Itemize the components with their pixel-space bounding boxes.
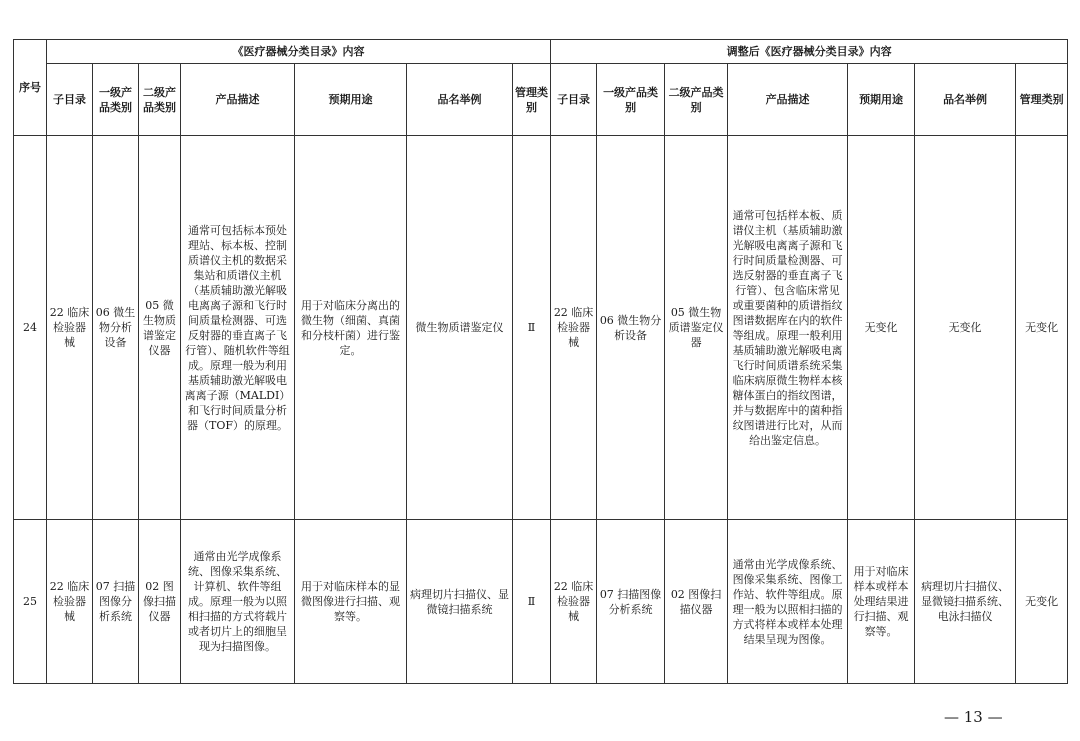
col-header-desc: 产品描述 bbox=[181, 64, 295, 136]
header-row-2 bbox=[14, 64, 1068, 136]
cat2-cell: 02 图像扫描仪器 bbox=[139, 520, 181, 684]
classification-table bbox=[13, 39, 1068, 684]
adj-class-cell: 无变化 bbox=[1016, 520, 1068, 684]
col-header-cat2: 二级产品类别 bbox=[139, 64, 181, 136]
seq-cell: 25 bbox=[14, 520, 47, 684]
adj-desc-cell: 通常由光学成像系统、图像采集系统、图像工作站、软件等组成。原理一般为以照相扫描的方式将样本或样本处理结果呈现为图像。 bbox=[728, 520, 848, 684]
original-group-header: 《医疗器械分类目录》内容 bbox=[47, 40, 551, 64]
adj-cat1-cell: 07 扫描图像分析系统 bbox=[597, 520, 665, 684]
col-header-example: 品名举例 bbox=[407, 64, 513, 136]
col-header-adj-sub: 子目录 bbox=[551, 64, 597, 136]
adj-desc-cell: 通常可包括样本板、质谱仪主机（基质辅助激光解吸电离离子源和飞行时间质量检测器、可选反射器的垂直离子飞行管）、包含临床常见或重要菌种的质谱指纹图谱数据库在内的软件等组成。原理一般利用基质辅助激光解吸电离飞行时间质谱系统采集临床病原微生物样本核糖体蛋白的指纹图谱，并与数据库中的菌种指纹图谱进行比对，从而给出鉴定信息。 bbox=[728, 136, 848, 520]
cat1-cell: 07 扫描图像分析系统 bbox=[93, 520, 139, 684]
col-header-adj-class: 管理类别 bbox=[1016, 64, 1068, 136]
class-cell: Ⅱ bbox=[513, 136, 551, 520]
col-header-adj-use: 预期用途 bbox=[848, 64, 915, 136]
example-cell: 病理切片扫描仪、显微镜扫描系统 bbox=[407, 520, 513, 684]
col-header-class: 管理类别 bbox=[513, 64, 551, 136]
use-cell: 用于对临床样本的显微图像进行扫描、观察等。 bbox=[295, 520, 407, 684]
adj-use-cell: 无变化 bbox=[848, 136, 915, 520]
adj-use-cell: 用于对临床样本或样本处理结果进行扫描、观察等。 bbox=[848, 520, 915, 684]
adjusted-group-header: 调整后《医疗器械分类目录》内容 bbox=[551, 40, 1068, 64]
seq-cell: 24 bbox=[14, 136, 47, 520]
col-header-adj-cat1: 一级产品类别 bbox=[597, 64, 665, 136]
sub-cell: 22 临床检验器械 bbox=[47, 136, 93, 520]
sub-cell: 22 临床检验器械 bbox=[47, 520, 93, 684]
adj-sub-cell: 22 临床检验器械 bbox=[551, 520, 597, 684]
use-cell: 用于对临床分离出的微生物（细菌、真菌和分枝杆菌）进行鉴定。 bbox=[295, 136, 407, 520]
adj-class-cell: 无变化 bbox=[1016, 136, 1068, 520]
header-row-1 bbox=[14, 40, 1068, 64]
col-header-use: 预期用途 bbox=[295, 64, 407, 136]
seq-header: 序号 bbox=[14, 40, 47, 136]
class-cell: Ⅱ bbox=[513, 520, 551, 684]
desc-cell: 通常可包括标本预处理站、标本板、控制质谱仪主机的数据采集站和质谱仪主机（基质辅助激光解吸电离离子源和飞行时间质量检测器、可选反射器的垂直离子飞行管）、随机软件等组成。原理一般为利用基质辅助激光解吸电离离子源（MALDI）和飞行时间质量分析器（TOF）的原理。 bbox=[181, 136, 295, 520]
table-row bbox=[14, 520, 1068, 684]
adj-example-cell: 无变化 bbox=[915, 136, 1016, 520]
example-cell: 微生物质谱鉴定仪 bbox=[407, 136, 513, 520]
page-number: — 13 — bbox=[944, 708, 1003, 726]
adj-sub-cell: 22 临床检验器械 bbox=[551, 136, 597, 520]
col-header-adj-desc: 产品描述 bbox=[728, 64, 848, 136]
col-header-cat1: 一级产品类别 bbox=[93, 64, 139, 136]
adj-example-cell: 病理切片扫描仪、显微镜扫描系统、电泳扫描仪 bbox=[915, 520, 1016, 684]
col-header-adj-example: 品名举例 bbox=[915, 64, 1016, 136]
desc-cell: 通常由光学成像系统、图像采集系统、计算机、软件等组成。原理一般为以照相扫描的方式将载片或者切片上的细胞呈现为扫描图像。 bbox=[181, 520, 295, 684]
cat1-cell: 06 微生物分析设备 bbox=[93, 136, 139, 520]
adj-cat2-cell: 02 图像扫描仪器 bbox=[665, 520, 728, 684]
adj-cat2-cell: 05 微生物质谱鉴定仪器 bbox=[665, 136, 728, 520]
col-header-adj-cat2: 二级产品类别 bbox=[665, 64, 728, 136]
cat2-cell: 05 微生物质谱鉴定仪器 bbox=[139, 136, 181, 520]
adj-cat1-cell: 06 微生物分析设备 bbox=[597, 136, 665, 520]
table-row bbox=[14, 136, 1068, 520]
col-header-sub: 子目录 bbox=[47, 64, 93, 136]
